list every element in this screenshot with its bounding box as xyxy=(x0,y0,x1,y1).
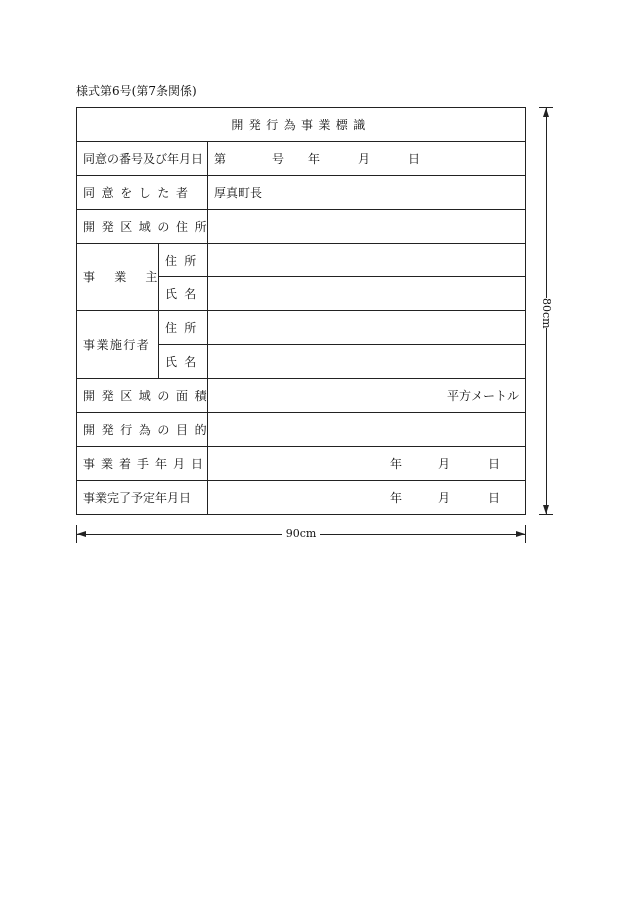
arrow-left-icon xyxy=(77,531,86,537)
height-dimension-label: 80cm xyxy=(540,298,553,329)
start-date-label: 事業着手年月日 xyxy=(77,446,208,480)
dev-area-size-unit: 平方メートル xyxy=(208,379,526,413)
month-text: 月 xyxy=(438,456,451,471)
consenter-label: 同意をした者 xyxy=(77,175,208,209)
end-date-label: 事業完了予定年月日 xyxy=(77,480,208,514)
operator-name-value xyxy=(208,345,526,379)
month-text: 月 xyxy=(358,151,371,166)
table-row xyxy=(77,243,526,277)
table-row xyxy=(77,209,526,243)
business-owner-name-label: 氏名 xyxy=(159,277,208,311)
business-owner-label: 事業主 xyxy=(77,243,159,311)
table-row xyxy=(77,141,526,175)
operator-label: 事業施行者 xyxy=(77,311,159,379)
operator-address-label: 住所 xyxy=(159,311,208,345)
table-row xyxy=(77,413,526,447)
consent-number-value xyxy=(208,141,526,175)
dim-bottom-tick xyxy=(539,514,553,515)
go-text: 号 xyxy=(272,151,285,166)
day-text: 日 xyxy=(488,490,501,505)
arrow-up-icon xyxy=(543,108,549,117)
width-dimension-label: 90cm xyxy=(282,527,320,541)
table-row xyxy=(77,108,526,142)
arrow-right-icon xyxy=(516,531,525,537)
year-text: 年 xyxy=(390,456,403,471)
table-row xyxy=(77,480,526,514)
arrow-down-icon xyxy=(543,505,549,514)
business-owner-address-value xyxy=(208,243,526,277)
consenter-value: 厚真町長 xyxy=(208,175,526,209)
dev-area-address-value xyxy=(208,209,526,243)
table-row xyxy=(77,379,526,413)
form-number-label: 様式第6号(第7条関係) xyxy=(76,84,197,98)
dai-text: 第 xyxy=(214,151,227,166)
table-row xyxy=(77,311,526,345)
day-text: 日 xyxy=(488,456,501,471)
purpose-value xyxy=(208,413,526,447)
month-text: 月 xyxy=(438,490,451,505)
operator-address-value xyxy=(208,311,526,345)
sign-title: 開発行為事業標識 xyxy=(77,108,526,142)
day-text: 日 xyxy=(408,151,421,166)
consent-number-label: 同意の番号及び年月日 xyxy=(77,141,208,175)
year-text: 年 xyxy=(390,490,403,505)
start-date-value xyxy=(208,446,526,480)
business-owner-name-value xyxy=(208,277,526,311)
year-text: 年 xyxy=(308,151,321,166)
table-row xyxy=(77,446,526,480)
business-owner-address-label: 住所 xyxy=(159,243,208,277)
end-date-value xyxy=(208,480,526,514)
table-row xyxy=(77,175,526,209)
operator-name-label: 氏名 xyxy=(159,345,208,379)
purpose-label: 開発行為の目的 xyxy=(77,413,208,447)
dev-area-size-label: 開発区域の面積 xyxy=(77,379,208,413)
dev-area-address-label: 開発区域の住所 xyxy=(77,209,208,243)
development-sign-table xyxy=(76,107,526,515)
